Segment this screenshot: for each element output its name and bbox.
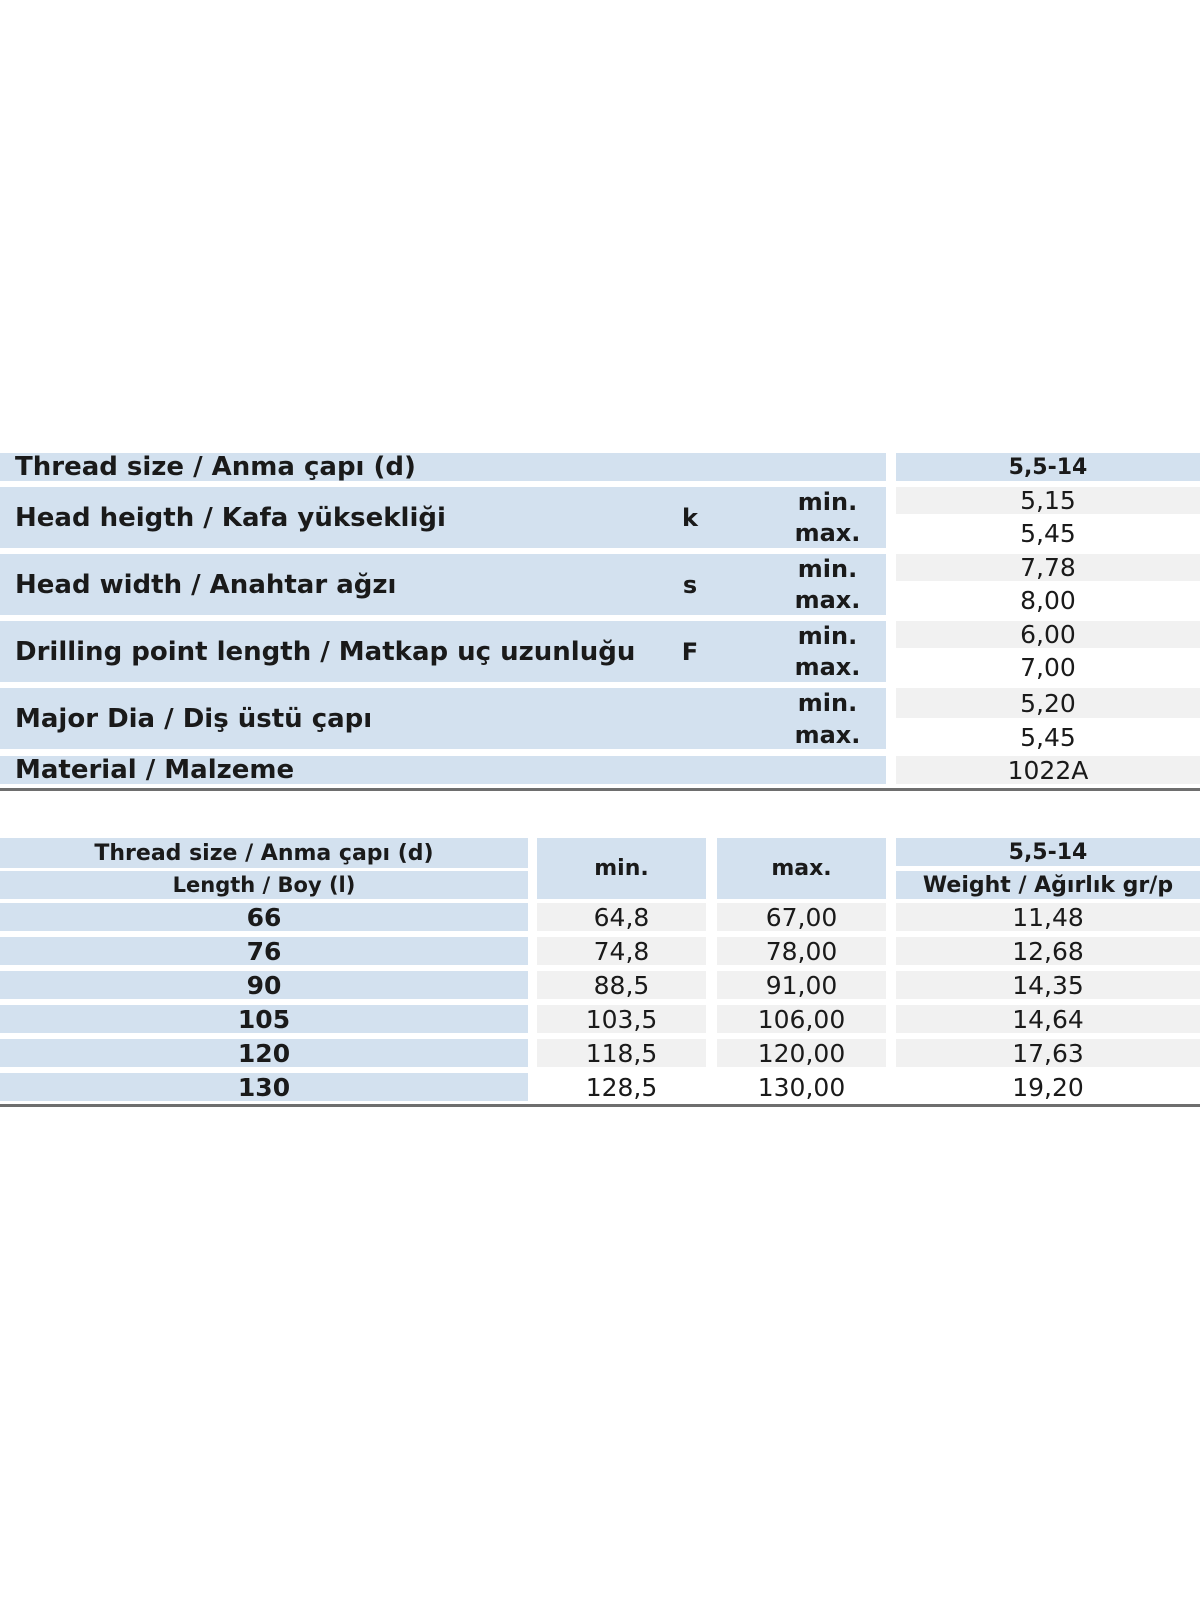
length-table-min-header: min.: [537, 838, 706, 899]
length-row-weight: 14,35: [896, 971, 1200, 999]
head-width-min-label: min.: [797, 555, 858, 583]
length-row-max: 91,00: [717, 971, 886, 999]
length-row-length: 76: [0, 937, 528, 965]
length-row-weight: 12,68: [896, 937, 1200, 965]
major-dia-label: [0, 688, 886, 749]
head-width-label-text: Head width / Anahtar ağzı: [15, 569, 397, 600]
length-row-min: 128,5: [585, 1072, 658, 1102]
length-row-min: 103,5: [537, 1005, 706, 1033]
length-row-max: 120,00: [717, 1039, 886, 1067]
head-height-label: [0, 487, 886, 548]
length-row-length: 120: [0, 1039, 528, 1067]
length-row-min: 74,8: [537, 937, 706, 965]
head-width-label: [0, 554, 886, 615]
length-row-length: 66: [0, 903, 528, 931]
drilling-point-max-label: max.: [794, 653, 861, 681]
major-dia-min-label: min.: [797, 689, 858, 717]
length-table-weight-header: Weight / Ağırlık gr/p: [896, 871, 1200, 899]
length-table-max-header: max.: [717, 838, 886, 899]
material-label: Material / Malzeme: [0, 756, 886, 784]
drilling-point-min: 6,00: [896, 621, 1200, 648]
length-table-size-value: 5,5-14: [896, 838, 1200, 866]
length-table-thread-size-header: Thread size / Anma çapı (d): [0, 838, 528, 868]
major-dia-label-text: Major Dia / Diş üstü çapı: [15, 703, 373, 734]
length-row-max: 106,00: [717, 1005, 886, 1033]
length-row-min: 118,5: [537, 1039, 706, 1067]
drilling-point-label: [0, 621, 886, 682]
major-dia-max-label: max.: [794, 721, 861, 749]
head-height-symbol: k: [682, 503, 698, 532]
length-row-weight: 11,48: [896, 903, 1200, 931]
drilling-point-symbol: F: [681, 637, 699, 666]
length-row-max: 130,00: [757, 1072, 846, 1102]
drilling-point-label-text: Drilling point length / Matkap uç uzunluğu: [15, 636, 636, 667]
length-row-length: 105: [0, 1005, 528, 1033]
thread-size-label: Thread size / Anma çapı (d): [0, 453, 886, 481]
head-height-label-text: Head heigth / Kafa yüksekliği: [15, 502, 446, 533]
drilling-point-min-label: min.: [797, 622, 858, 650]
length-table-length-header: Length / Boy (l): [0, 871, 528, 899]
head-width-symbol: s: [682, 570, 698, 599]
table-divider: [0, 788, 1200, 791]
thread-size-value: 5,5-14: [896, 453, 1200, 481]
length-row-length: 90: [0, 971, 528, 999]
length-row-min: 64,8: [537, 903, 706, 931]
drilling-point-max: 7,00: [1020, 652, 1076, 682]
head-width-max-label: max.: [794, 586, 861, 614]
table-bottom-rule: [0, 1104, 1200, 1107]
head-height-min-label: min.: [797, 488, 858, 516]
length-row-length: 130: [0, 1073, 528, 1101]
length-row-weight: 19,20: [1012, 1072, 1084, 1102]
length-row-min: 88,5: [537, 971, 706, 999]
major-dia-max: 5,45: [1020, 722, 1076, 752]
head-height-min: 5,15: [896, 487, 1200, 514]
material-value: 1022A: [896, 756, 1200, 784]
length-row-weight: 17,63: [896, 1039, 1200, 1067]
major-dia-min: 5,20: [896, 688, 1200, 718]
length-row-max: 67,00: [717, 903, 886, 931]
head-width-min: 7,78: [896, 554, 1200, 581]
length-row-weight: 14,64: [896, 1005, 1200, 1033]
length-row-max: 78,00: [717, 937, 886, 965]
head-width-max: 8,00: [1020, 585, 1076, 615]
head-height-max-label: max.: [794, 519, 861, 547]
head-height-max: 5,45: [1020, 518, 1076, 548]
